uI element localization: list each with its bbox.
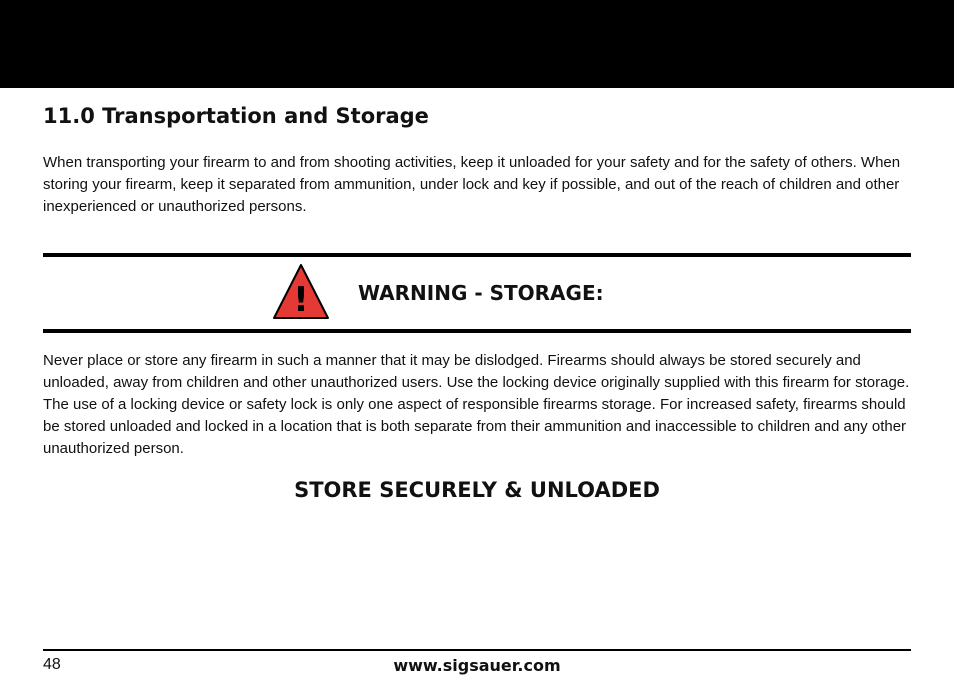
- store-securely-callout: STORE SECURELY & UNLOADED: [294, 478, 660, 502]
- warning-top-rule: [43, 253, 911, 257]
- footer-url: www.sigsauer.com: [393, 656, 561, 675]
- header-bar: [0, 0, 954, 88]
- footer-rule: [43, 649, 911, 651]
- intro-paragraph: When transporting your firearm to and from shooting activities, keep it unloaded for your safety and for the safety of others. When storing your firearm, keep it separated from ammunition, under lock and key if possible, and out of the reach of children and other inexperienced or unauthorized persons.: [43, 154, 901, 215]
- warning-bottom-rule: [43, 329, 911, 333]
- page-number: 48: [43, 656, 61, 673]
- warning-paragraph: Never place or store any firearm in such a manner that it may be dislodged. Firearms should always be stored securely and unloaded, away from children and other unauthorized users. Use the locking device originally supplied with this firearm for storage. The use of a locking device or safety lock is only one aspect of responsible firearms storage. For increased safety, firearms should be stored unloaded and locked in a location that is both separate from their ammunition and inaccessible to children and any other unauthorized person.: [43, 352, 910, 457]
- warning-exclamation: !: [293, 280, 309, 320]
- section-title: 11.0 Transportation and Storage: [43, 104, 429, 128]
- warning-triangle-icon: [272, 263, 330, 321]
- warning-title: WARNING - STORAGE:: [358, 281, 604, 305]
